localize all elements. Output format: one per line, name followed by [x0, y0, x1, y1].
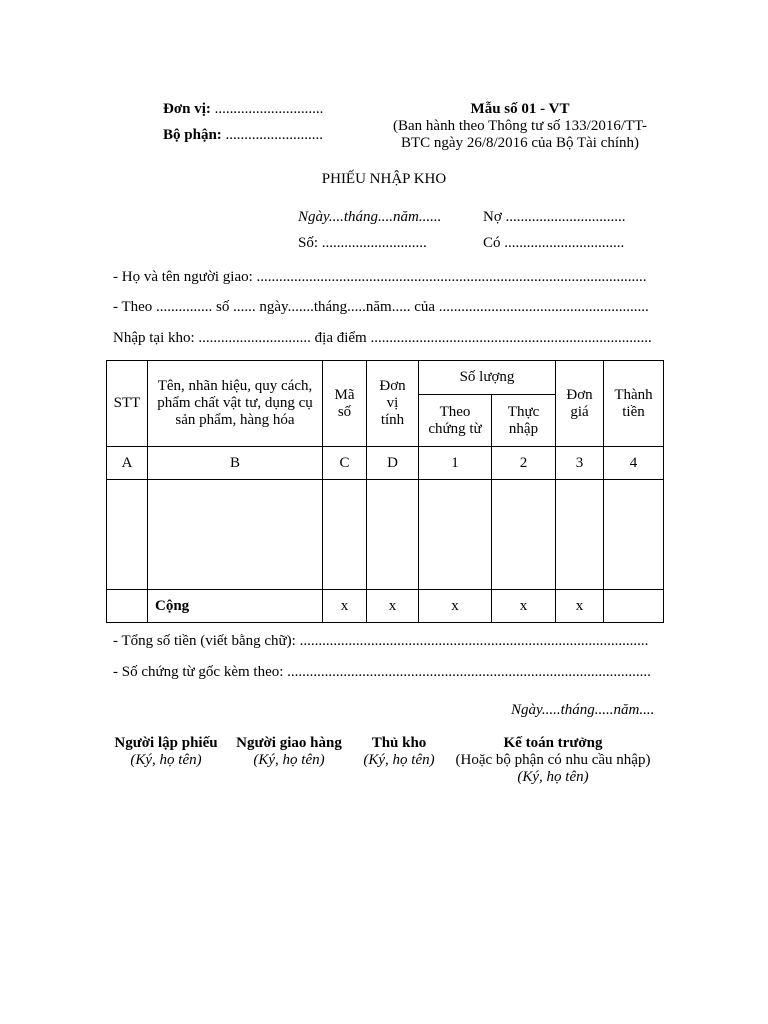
total-label: Cộng [148, 590, 323, 623]
header-ten-line2: phẩm chất vật tư, dụng cụ [157, 395, 313, 411]
header-thuc-nhap [492, 395, 556, 447]
header-don-gia [556, 361, 604, 447]
index-cell: 3 [556, 447, 604, 480]
chung-tu-line: - Số chứng từ gốc kèm theo: ................................................................................................. [113, 664, 651, 680]
signature-nguoi-giao-hang [229, 735, 349, 769]
signature-title: Người lập phiếu [114, 735, 218, 751]
index-cell: B [148, 447, 323, 480]
index-cell: A [107, 447, 148, 480]
form-code-block [375, 101, 665, 152]
page-title: PHIẾU NHẬP KHO [321, 171, 447, 187]
tong-tien-line: - Tổng số tiền (viết bằng chữ): ............................................................................................. [113, 633, 649, 649]
signature-nguoi-lap-phieu [106, 735, 226, 769]
bo-phan-label: Bộ phận: [163, 127, 222, 143]
header-ten [148, 361, 323, 447]
nhap-tai-kho-line: Nhập tại kho: .............................. địa điểm ........................................................................... [113, 330, 652, 346]
signature-ke-toan-truong [448, 735, 658, 786]
header-stt: STT [107, 361, 148, 447]
index-cell: 2 [492, 447, 556, 480]
so-line: Số: ............................ [298, 235, 427, 251]
header-row-1 [107, 361, 664, 395]
date-line: Ngày....tháng....năm...... [298, 209, 442, 225]
bo-phan-dots: .......................... [221, 127, 324, 143]
header-theo-chung-tu [419, 395, 492, 447]
index-cell: D [367, 447, 419, 480]
signature-note: (Hoặc bộ phận có nhu cầu nhập) [455, 752, 651, 768]
empty-cell[interactable] [323, 480, 367, 590]
header-don-vi-line2: vị [386, 395, 399, 411]
don-vi-field [163, 101, 323, 118]
header-thuc-nhap-line1: Thực [507, 403, 540, 420]
empty-data-row [107, 480, 664, 590]
header-ma-so-line1: Mã [334, 386, 355, 403]
header-thuc-nhap-line2: nhập [508, 420, 539, 437]
signature-note: (Ký, họ tên) [363, 752, 435, 768]
header-ten-line1: Tên, nhãn hiệu, quy cách, [157, 378, 313, 394]
total-mark: x [556, 590, 604, 623]
header-thanh-tien-line2: tiền [622, 403, 645, 420]
don-vi-label: Đơn vị: [163, 101, 211, 117]
empty-cell[interactable] [556, 480, 604, 590]
header-ma-so [323, 361, 367, 447]
form-note-line1: (Ban hành theo Thông tư số 133/2016/TT- [393, 118, 647, 134]
header-thanh-tien-line1: Thành [614, 386, 653, 403]
signature-note: (Ký, họ tên) [130, 752, 202, 768]
index-row [107, 447, 664, 480]
empty-cell[interactable] [604, 480, 664, 590]
total-thanh-tien-cell[interactable] [604, 590, 664, 623]
total-stt-cell [107, 590, 148, 623]
co-line: Có ................................ [483, 235, 625, 251]
empty-cell[interactable] [419, 480, 492, 590]
index-cell: 1 [419, 447, 492, 480]
don-vi-dots: ............................. [210, 101, 324, 117]
empty-cell[interactable] [492, 480, 556, 590]
bo-phan-field [163, 127, 323, 144]
total-mark: x [492, 590, 556, 623]
header-thanh-tien [604, 361, 664, 447]
header-ma-so-line2: số [337, 403, 352, 420]
index-cell: 4 [604, 447, 664, 480]
empty-cell[interactable] [367, 480, 419, 590]
header-ten-line3: sản phẩm, hàng hóa [175, 412, 295, 428]
total-row [107, 590, 664, 623]
no-line: Nợ ................................ [483, 209, 626, 225]
header-don-vi-line3: tính [380, 412, 405, 428]
header-don-gia-line1: Đơn [566, 386, 593, 403]
signature-title: Người giao hàng [236, 735, 342, 751]
signature-title: Kế toán trưởng [503, 735, 603, 751]
form-code: Mẫu số 01 - VT [470, 101, 570, 117]
header-so-luong: Số lượng [419, 361, 556, 395]
header-don-vi-tinh [367, 361, 419, 447]
empty-cell[interactable] [107, 480, 148, 590]
signature-note: (Ký, họ tên) [253, 752, 325, 768]
header-theo-ct-line2: chứng từ [428, 420, 482, 437]
empty-cell[interactable] [148, 480, 323, 590]
total-mark: x [367, 590, 419, 623]
header-don-gia-line2: giá [570, 403, 589, 420]
signature-thu-kho [354, 735, 444, 769]
header-theo-ct-line1: Theo [439, 403, 471, 420]
total-mark: x [323, 590, 367, 623]
header-don-vi-line1: Đơn [379, 378, 406, 394]
theo-line: - Theo ............... số ...... ngày.......tháng.....năm..... của ........................................................ [113, 299, 649, 315]
signature-note-2: (Ký, họ tên) [517, 769, 589, 785]
index-cell: C [323, 447, 367, 480]
nguoi-giao-line: - Họ và tên người giao: ........................................................................................................ [113, 269, 647, 285]
signature-title: Thủ kho [371, 735, 427, 751]
goods-table [106, 360, 664, 623]
footer-date: Ngày.....tháng.....năm.... [511, 702, 655, 718]
total-mark: x [419, 590, 492, 623]
form-note-line2: BTC ngày 26/8/2016 của Bộ Tài chính) [400, 135, 640, 151]
